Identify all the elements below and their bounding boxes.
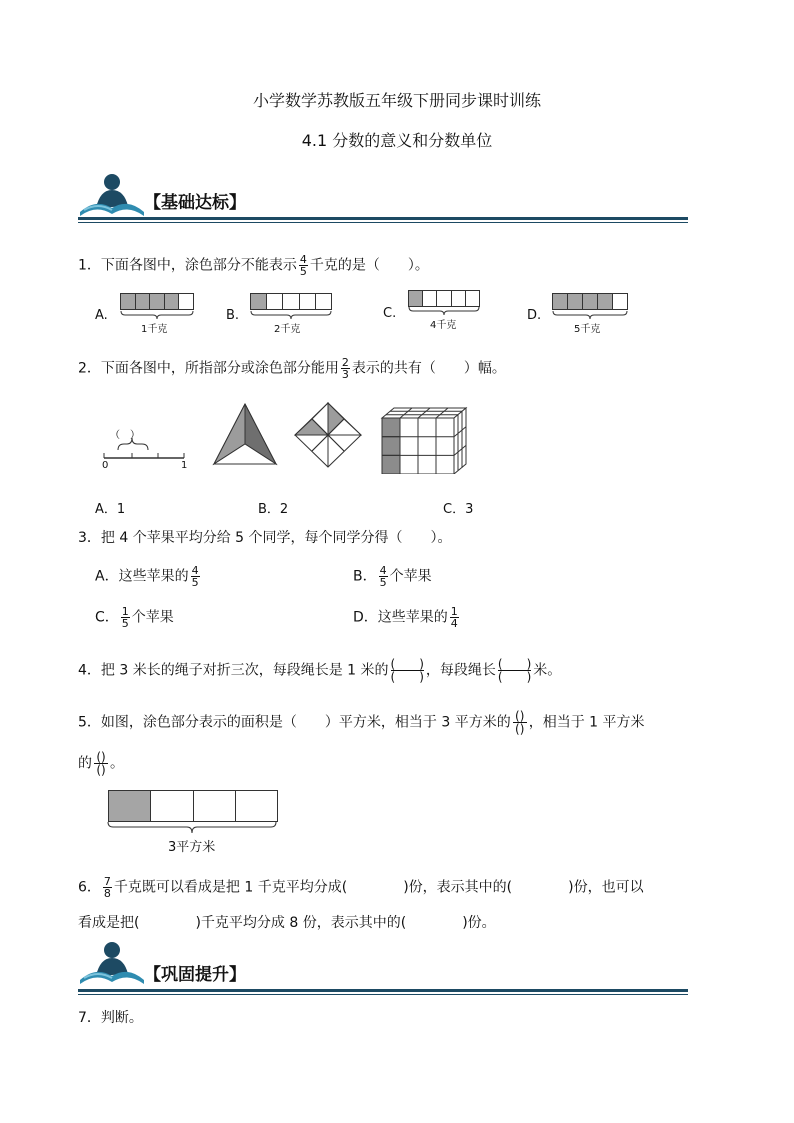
question-2: 2．下面各图中，所指部分或涂色部分能用 $\frac{2}{3}$ 表示的共有（ ）幅。 — [78, 356, 506, 381]
q1-option-c-bar — [408, 290, 480, 307]
q1-option-b-label[interactable]: B. — [226, 308, 240, 323]
question-4: 4．把 3 米长的绳子对折三次，每段绳长是 1 米的 ( ) ( ) ，每段绳长 ( ) ( ) 米。 — [78, 657, 562, 684]
fraction: $\frac{4}{5}$ — [379, 564, 387, 589]
q1-option-d-label[interactable]: D. — [527, 308, 542, 323]
q3-option-b[interactable]: B． $\frac{4}{5}$ 个苹果 — [353, 564, 432, 589]
section-divider-thin — [78, 222, 688, 223]
question-6-line-1: 6． $\frac{7}{8}$ 千克既可以看成是把 1 千克平均分成( )份，表示其中的( )份，也可以 — [78, 875, 644, 900]
fraction: $\frac{1}{4}$ — [450, 605, 458, 630]
reader-logo-icon — [78, 172, 148, 218]
q5-caption: 3平方米 — [168, 840, 216, 855]
fraction-blank[interactable]: ( ) ( ) — [390, 657, 424, 684]
section-header-basic — [78, 172, 688, 228]
q3-option-d[interactable]: D．这些苹果的 $\frac{1}{4}$ — [353, 605, 458, 630]
q1-option-a-bar — [120, 293, 194, 310]
q2-number-line: （ ） 0 1 — [100, 400, 200, 472]
q1-option-c-caption: 4千克 — [430, 320, 457, 331]
section-header-consolidate — [78, 940, 688, 996]
page-subtitle: 4.1 分数的意义和分数单位 — [301, 131, 493, 150]
section-title-consolidate: 【巩固提升】 — [144, 965, 246, 985]
brace-icon — [120, 310, 194, 320]
q1-option-d-caption: 5千克 — [574, 324, 601, 335]
question-6-line-2: 看成是把( )千克平均分成 8 份，表示其中的( )份。 — [78, 915, 496, 931]
q5-area-bar — [108, 790, 278, 822]
q1-option-a-label[interactable]: A. — [95, 308, 108, 323]
diamond-figure-icon — [294, 402, 362, 468]
fraction: $\frac{4}{5}$ — [299, 253, 307, 278]
fraction: $\frac{1}{5}$ — [121, 605, 129, 630]
brace-icon — [408, 306, 480, 316]
reader-logo-icon — [78, 940, 148, 986]
cube-figure-icon — [380, 406, 468, 474]
question-3: 3．把 4 个苹果平均分给 5 个同学，每个同学分得（ ）。 — [78, 530, 452, 546]
question-7: 7．判断。 — [78, 1010, 143, 1026]
fraction: $\frac{4}{5}$ — [191, 564, 199, 589]
fraction: $\frac{2}{3}$ — [341, 356, 349, 381]
question-1: 1．下面各图中，涂色部分不能表示 $\frac{4}{5}$ 千克的是（ ）。 — [78, 253, 429, 278]
q1-option-b-bar — [250, 293, 332, 310]
triangle-figure-icon — [212, 402, 278, 466]
q1-option-a-caption: 1千克 — [141, 324, 168, 335]
q3-option-c[interactable]: C． $\frac{1}{5}$ 个苹果 — [95, 605, 174, 630]
fraction-blank[interactable]: ( ) ( ) — [497, 657, 532, 684]
brace-icon — [107, 821, 279, 835]
question-5-line-1: 5．如图，涂色部分表示的面积是（ ）平方米，相当于 3 平方米的 () () ，相当于 1 平方米 — [78, 709, 645, 736]
section-divider-thin — [78, 994, 688, 995]
section-divider — [78, 217, 688, 220]
brace-icon — [552, 310, 628, 320]
question-5-line-2: 的 () () 。 — [78, 750, 124, 777]
page-title: 小学数学苏教版五年级下册同步课时训练 — [252, 91, 541, 110]
q1-option-b-caption: 2千克 — [274, 324, 301, 335]
brace-icon — [250, 310, 332, 320]
section-title-basic: 【基础达标】 — [144, 193, 246, 213]
q1-option-c-label[interactable]: C. — [383, 306, 397, 321]
q1-option-d-bar — [552, 293, 628, 310]
fraction: $\frac{7}{8}$ — [103, 875, 111, 900]
section-divider — [78, 989, 688, 992]
q3-option-a[interactable]: A．这些苹果的 $\frac{4}{5}$ — [95, 564, 199, 589]
fraction-blank[interactable]: () () — [94, 751, 108, 776]
q2-option-a[interactable]: A．1 — [95, 502, 126, 517]
fraction-blank[interactable]: () () — [513, 710, 527, 735]
q2-option-b[interactable]: B．2 — [258, 502, 289, 517]
q2-option-c[interactable]: C．3 — [443, 502, 474, 517]
